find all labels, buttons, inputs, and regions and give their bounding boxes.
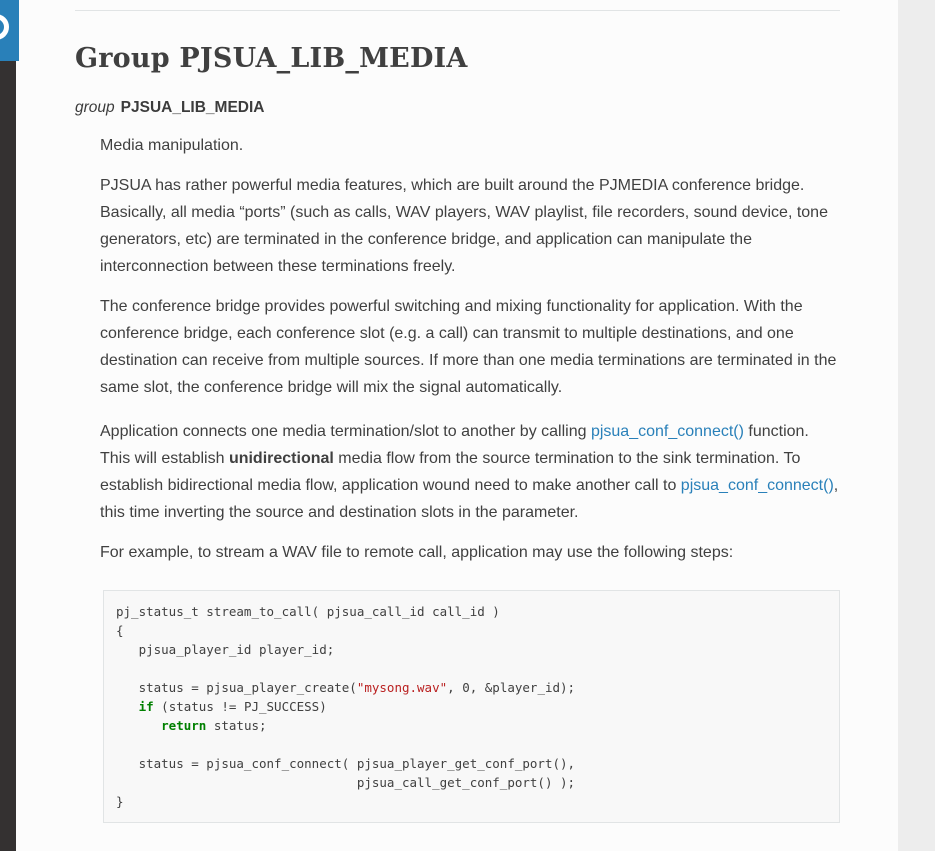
code-listing: pj_status_t stream_to_call( pjsua_call_id call_id ) { pjsua_player_id player_id; status = pjsua_player_create("mysong.wav", 0, &player_id); if (status != PJ_SUCCESS) return status; status = pjsua_conf_connect( pjsua_player_get_conf_port(), pjsua_call_get_conf_port() ); } xyxy=(116,604,576,809)
signature-name: PJSUA_LIB_MEDIA xyxy=(120,99,265,116)
group-description xyxy=(100,132,840,823)
paragraph-connect-text: function. This will establish xyxy=(100,423,809,467)
page-title: Group PJSUA_LIB_MEDIA xyxy=(75,43,468,74)
sidebar-search-header xyxy=(0,0,19,61)
paragraph-connect xyxy=(100,418,840,526)
paragraph-media-features: PJSUA has rather powerful media features, which are built around the PJMEDIA conference bridge. Basically, all media “ports” (such as calls, WAV players, WAV playlist, file recorders, sound device, tone generators, etc) are terminated in the conference bridge, and application can manipulate the interconnection between these terminations freely. xyxy=(100,177,828,275)
page-gutter xyxy=(898,0,935,851)
paragraph-connect-text: , this time inverting the source and destination slots in the parameter. xyxy=(100,477,839,521)
main-content xyxy=(16,0,898,851)
sidebar xyxy=(0,0,16,851)
link-pjsua-conf-connect-2[interactable]: pjsua_conf_connect() xyxy=(680,477,834,494)
paragraph-connect-text: Application connects one media termination/slot to another by calling xyxy=(100,423,591,440)
header-divider xyxy=(75,10,840,11)
paragraph-conference-bridge: The conference bridge provides powerful switching and mixing functionality for application. With the conference bridge, each conference slot (e.g. a call) can transmit to multiple destinations, and one destination can receive from multiple sources. If more than one media terminations are terminated in the same slot, the conference bridge will mix the signal automatically. xyxy=(100,298,837,396)
paragraph-media-manipulation: Media manipulation. xyxy=(100,137,244,154)
code-block xyxy=(103,590,840,823)
group-signature xyxy=(75,99,840,117)
link-pjsua-conf-connect-1[interactable]: pjsua_conf_connect() xyxy=(590,423,744,440)
search-input[interactable] xyxy=(0,14,9,40)
paragraph-example-intro: For example, to stream a WAV file to remote call, application may use the following steps: xyxy=(100,544,734,561)
unidirectional-emphasis: unidirectional xyxy=(228,450,334,467)
paragraph-connect-text: media flow from the source termination to the sink termination. To establish bidirectional media flow, application wound need to make another call to xyxy=(100,450,801,494)
signature-keyword: group xyxy=(75,99,115,116)
